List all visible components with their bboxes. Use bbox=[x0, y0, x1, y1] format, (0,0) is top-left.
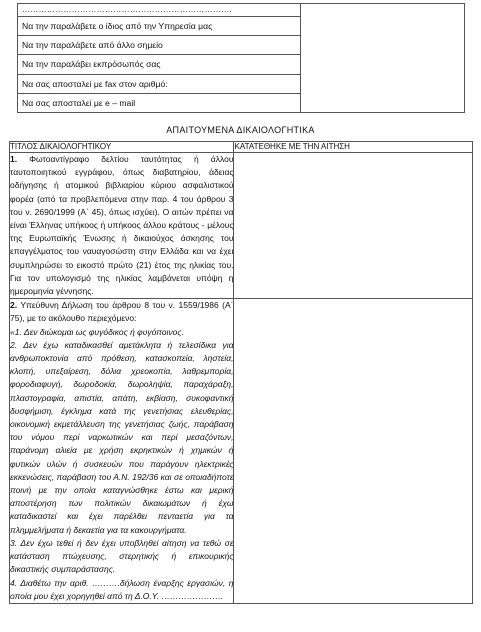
section-title: ΑΠΑΙΤΟΥΜΕΝΑ ΔΙΚΑΙΟΛΟΓΗΤΙΚΑ bbox=[166, 125, 315, 135]
delivery-selection-cell[interactable] bbox=[301, 4, 465, 113]
declaration-point-2: 2. Δεν έχω καταδικασθεί αμετάκλητα ή τελεσίδικα για ανθρωποκτονία από πρόθεση, κατασκοπεία, ληστεία, κλοπή, υπεξαίρεση, δόλια χρεοκοπία, λαθρεμπορία, φοροδιαφυγή, δωροδοκία, δωροληψία, παραχάραξη, πλαστογραφία, απιστία, απάτη, εκβίαση, συκοφαντική δυσφήμιση, έγκλημα κατά της γενετήσιας ελευθερίας, οικονομική εκμετάλλευση της γενετήσιας ζωής, παράβαση του νόμου περί ναρκωτικών και περί μεσαζόντων, παράνομη αλιεία με χρήση εκρηκτικών ή χημικών ή φυτικών υλών ή συσκευών που παράγουν ηλεκτρικές εκκενώσεις, παράβαση του Α.Ν. 192/36 και σε οποιαδήποτε ποινή με την οποία καταγνώσθηκε έστω και μερική αποστέρηση των πολιτικών δικαιωμάτων ή έχω καταδικαστεί και έχει παρέλθει πενταετία για τα πλημμελήματα ή δεκαετία για τα κακουργήματα. bbox=[10, 339, 234, 535]
item-1-submitted-cell[interactable] bbox=[234, 153, 473, 299]
document-item-1 bbox=[10, 153, 234, 299]
header-document-title: ΤΙΤΛΟΣ ΔΙΚΑΙΟΛΟΓΗΤΙΚΟΥ bbox=[10, 142, 234, 153]
header-submitted: ΚΑΤΑΤΕΘΗΚΕ ΜΕ ΤΗΝ ΑΙΤΗΣΗ bbox=[234, 142, 473, 153]
item-2-submitted-cell[interactable] bbox=[234, 299, 473, 604]
option-send-email: Να σας αποσταλεί με e – mail bbox=[22, 97, 136, 108]
item-1-number: 1. bbox=[10, 154, 18, 164]
item-2-text: Υπεύθυνη Δήλωση του άρθρου 8 του ν. 1559/1986 (Α΄ 75), με το ακόλουθο περιεχόμενο: bbox=[10, 300, 234, 324]
option-collect-other-point: Να την παραλάβετε από άλλο σημείο bbox=[18, 36, 300, 55]
declaration-point-1: «1. Δεν διώκομαι ως φυγόδικος ή φυγόποινος. bbox=[10, 326, 184, 337]
delivery-options-table bbox=[17, 3, 465, 113]
item-1-text: Φωτοαντίγραφο δελτίου ταυτότητας ή άλλου ταυτοποιητικού εγγράφου, όπως διαβατηρίου, άδειας οδήγησης ή ατομικού βιβλιαρίου κύριου ασφαλιστικού φορέα (από τα προβλεπόμενα στην παρ. 4 του άρθρου 3 του ν. 2690/1999 (Α΄ 45), όπως ισχύει). Ο αιτών πρέπει να είναι Έλληνας υπήκοος ή υπήκοος άλλου κράτους - μέλους της Ευρωπαϊκής Ένωσης ή δικαιούχος άσκησης του επαγγέλματος του ναυαγοσώστη στην Ελλάδα και να έχει συμπληρώσει το εικοστό πρώτο (21) έτος της ηλικίας του. Για τον υπολογισμό της ηλικίας λαμβάνεται υπόψη η ημερομηνία γέννησης. bbox=[10, 154, 234, 297]
table-header-row bbox=[10, 142, 473, 153]
delivery-options-cell bbox=[18, 4, 301, 113]
option-collect-in-person: Να την παραλάβετε ο ίδιος από την Υπηρεσία μας bbox=[18, 17, 300, 36]
declaration-point-4: 4. Διαθέτω την αριθ. ……….δήλωση έναρξης εργασιών, η οποία μου έχει χορηγηθεί από τη Δ.Ο.Υ. …………………. bbox=[10, 577, 234, 601]
option-collect-representative: Να την παραλάβει εκπρόσωπός σας bbox=[18, 55, 300, 74]
dotted-fill-line: …………………………………………………………………. bbox=[18, 4, 300, 17]
document-item-2 bbox=[10, 299, 234, 604]
table-row bbox=[10, 299, 473, 604]
table-row bbox=[10, 153, 473, 299]
option-send-fax: Να σας αποσταλεί με fax στον αριθμό: bbox=[18, 75, 300, 94]
required-documents-table bbox=[9, 141, 473, 604]
item-2-number: 2. bbox=[10, 300, 18, 311]
declaration-point-3: 3. Δεν έχω τεθεί ή δεν έχει υποβληθεί αίτηση να τεθώ σε κατάσταση πτώχευσης, στερητικής ή επικουρικής δικαστικής συμπαράστασης. bbox=[10, 537, 234, 575]
